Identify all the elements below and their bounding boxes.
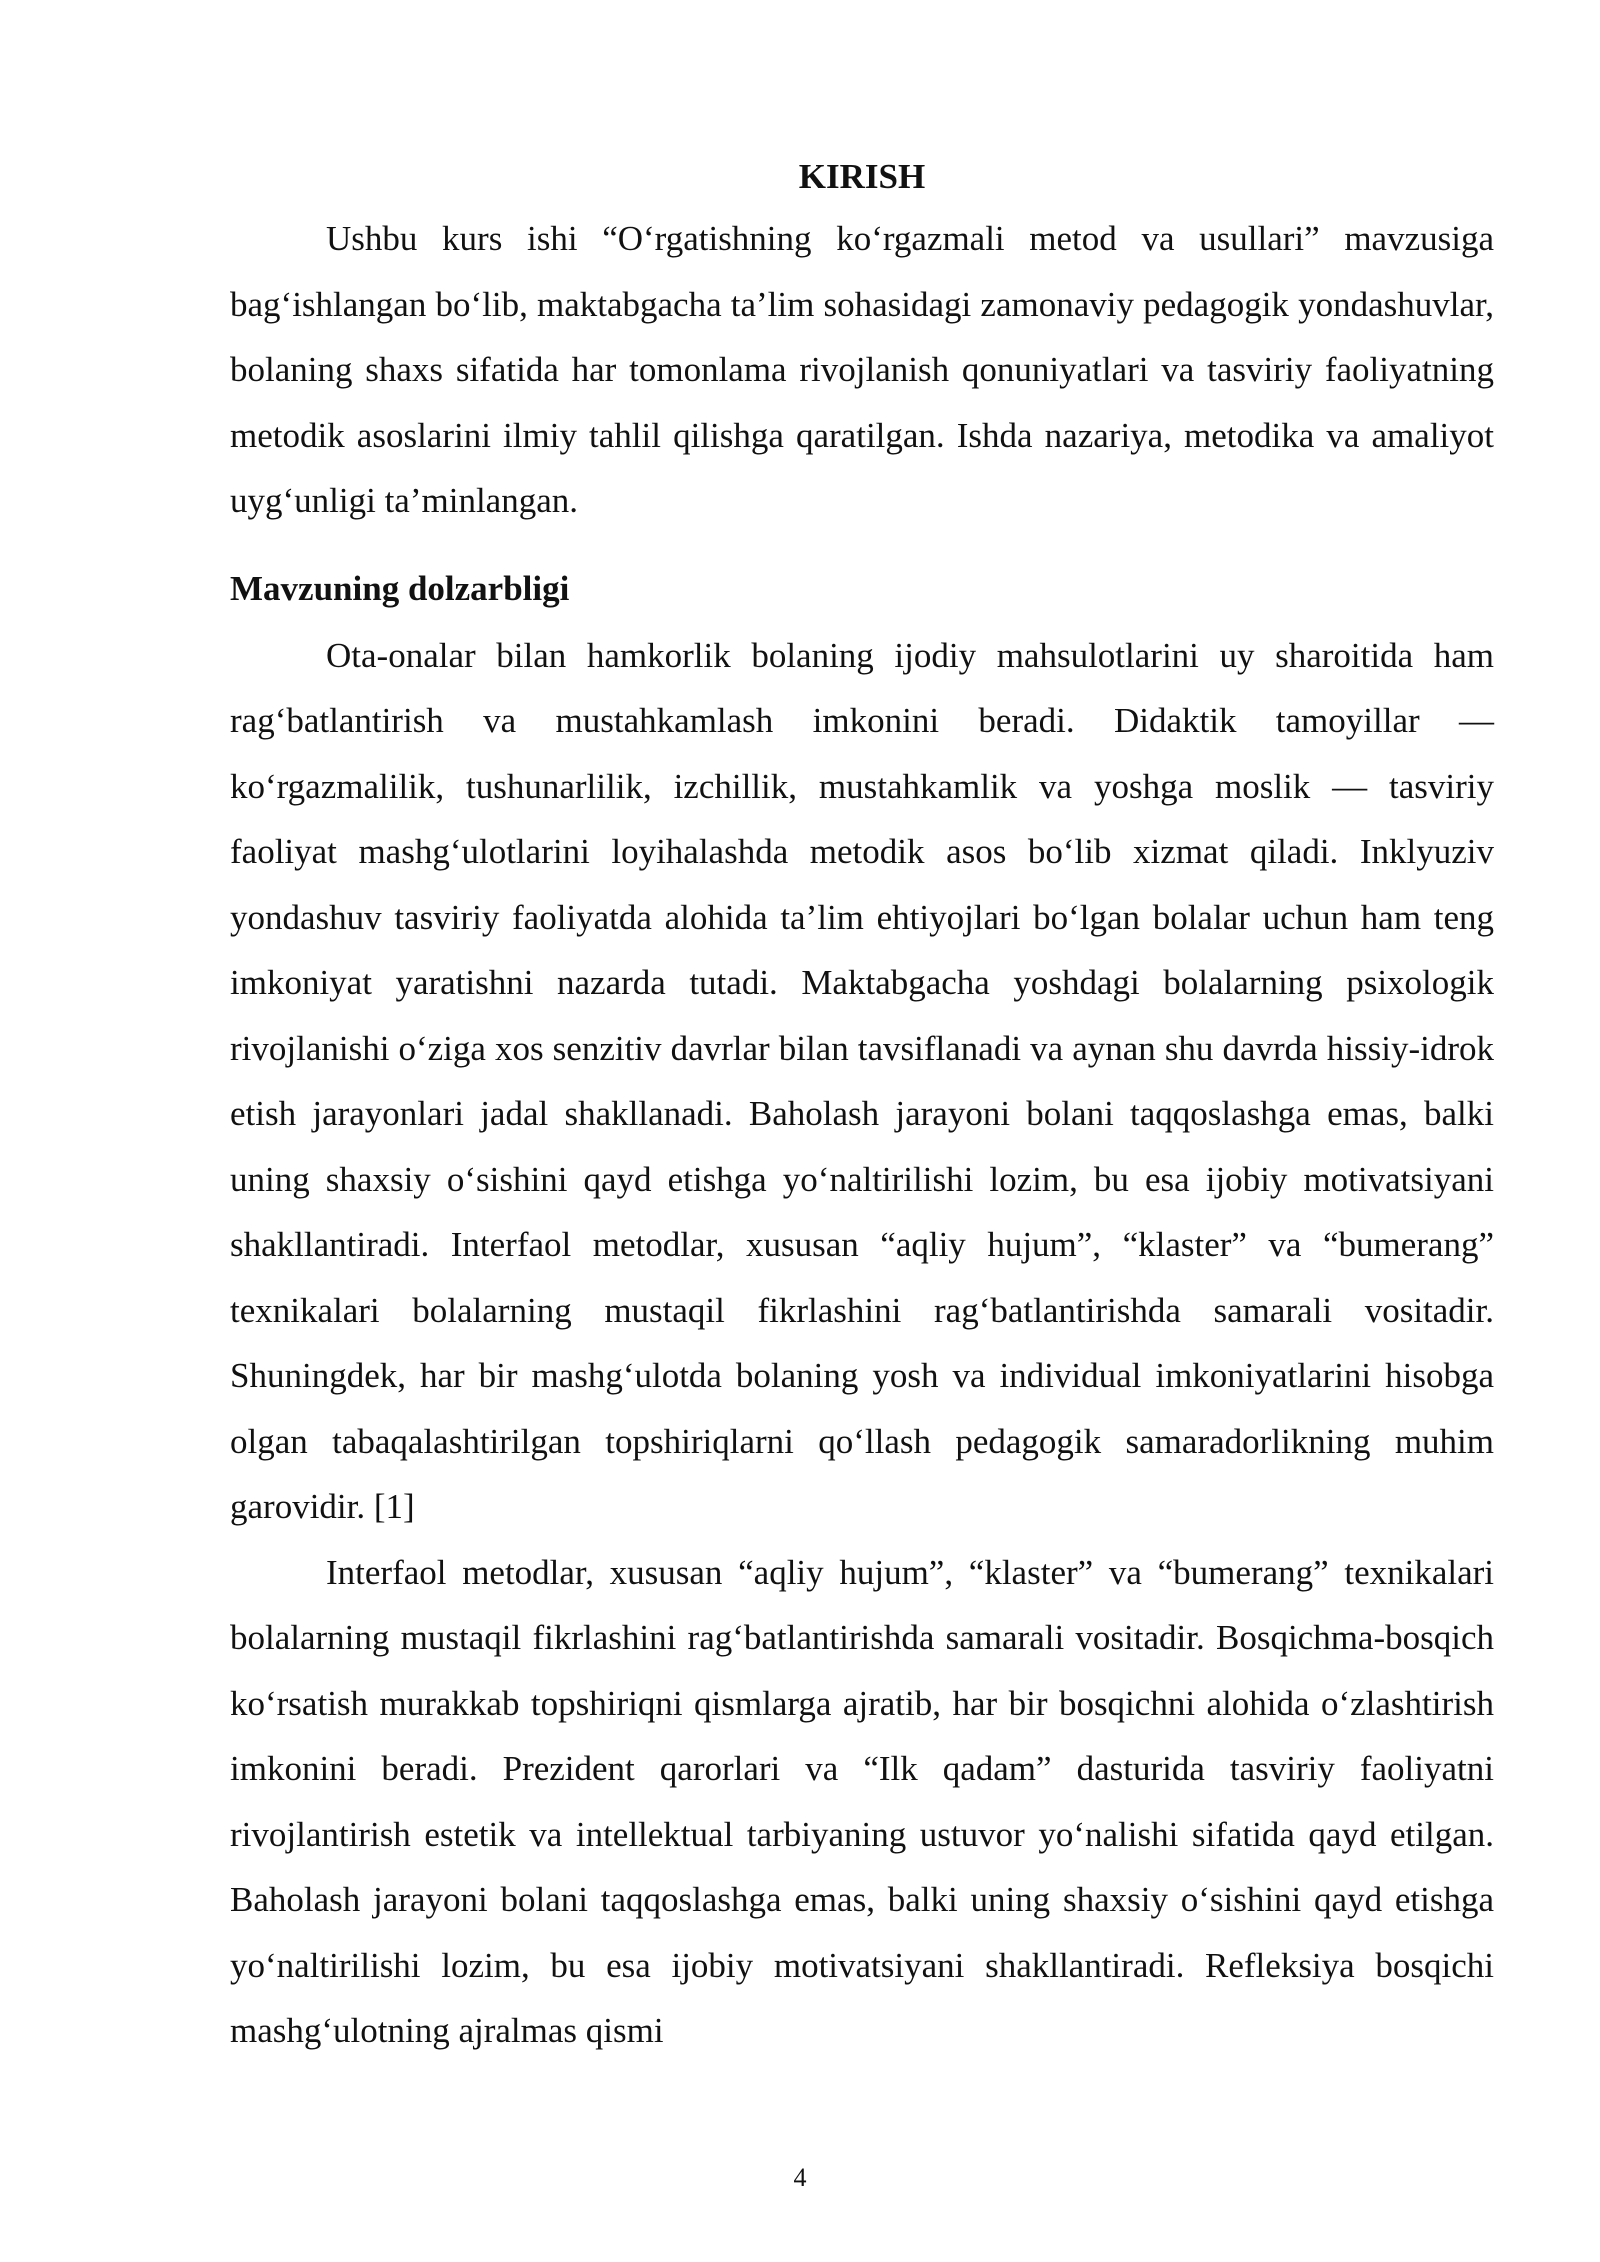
page-number: 4 bbox=[793, 2163, 807, 2192]
page-title: KIRISH bbox=[798, 157, 926, 196]
body-paragraph: Interfaol metodlar, xususan “aqliy hujum”, “klaster” va “bumerang” texnikalari bolalarning mustaqil fikrlashini rag‘batlantirishda samarali vositadir. Bosqichma-bosqich ko‘rsatish murakkab topshiriqni qismlarga ajratib, har bir bosqichni alohida o‘zlashtirish imkonini beradi. Prezident qarorlari va “Ilk qadam” dasturida tasviriy faoliyatni rivojlantirish estetik va intellektual tarbiyaning ustuvor yo‘nalishi sifatida qayd etilgan. Baholash jarayoni bolani taqqoslashga emas, balki uning shaxsiy o‘sishini qayd etishga yo‘naltirilishi lozim, bu esa ijobiy motivatsiyani shakllantiradi. Refleksiya bosqichi mashg‘ulotning ajralmas qismi bbox=[230, 1552, 1494, 2050]
intro-paragraph: Ushbu kurs ishi “O‘rgatishning ko‘rgazmali metod va usullari” mavzusiga bag‘ishlangan bo‘lib, maktabgacha ta’lim sohasidagi zamonaviy pedagogik yondashuvlar, bolaning shaxs sifatida har tomonlama rivojlanish qonuniyatlari va tasviriy faoliyatning metodik asoslarini ilmiy tahlil qilishga qaratilgan. Ishda nazariya, metodika va amaliyot uyg‘unligi ta’minlangan. bbox=[230, 219, 1494, 520]
section-heading: Mavzuning dolzarbligi bbox=[230, 568, 570, 608]
body-paragraph: Ota-onalar bilan hamkorlik bolaning ijodiy mahsulotlarini uy sharoitida ham rag‘batlantirish va mustahkamlash imkonini beradi. Didaktik tamoyillar — ko‘rgazmalilik, tushunarlilik, izchillik, mustahkamlik va yoshga moslik — tasviriy faoliyat mashg‘ulotlarini loyihalashda metodik asos bo‘lib xizmat qiladi. Inklyuziv yondashuv tasviriy faoliyatda alohida ta’lim ehtiyojlari bo‘lgan bolalar uchun ham teng imkoniyat yaratishni nazarda tutadi. Maktabgacha yoshdagi bolalarning psixologik rivojlanishi o‘ziga xos senzitiv davrlar bilan tavsiflanadi va aynan shu davrda hissiy-idrok etish jarayonlari jadal shakllanadi. Baholash jarayoni bolani taqqoslashga emas, balki uning shaxsiy o‘sishini qayd etishga yo‘naltirilishi lozim, bu esa ijobiy motivatsiyani shakllantiradi. Interfaol metodlar, xususan “aqliy hujum”, “klaster” va “bumerang” texnikalari bolalarning mustaqil fikrlashini rag‘batlantirishda samarali vositadir. Shuningdek, har bir mashg‘ulotda bolaning yosh va individual imkoniyatlarini hisobga olgan tabaqalashtirilgan topshiriqlarni qo‘llash pedagogik samaradorlikning muhim garovidir. [1] bbox=[230, 635, 1494, 1526]
page-content bbox=[230, 148, 1494, 2064]
